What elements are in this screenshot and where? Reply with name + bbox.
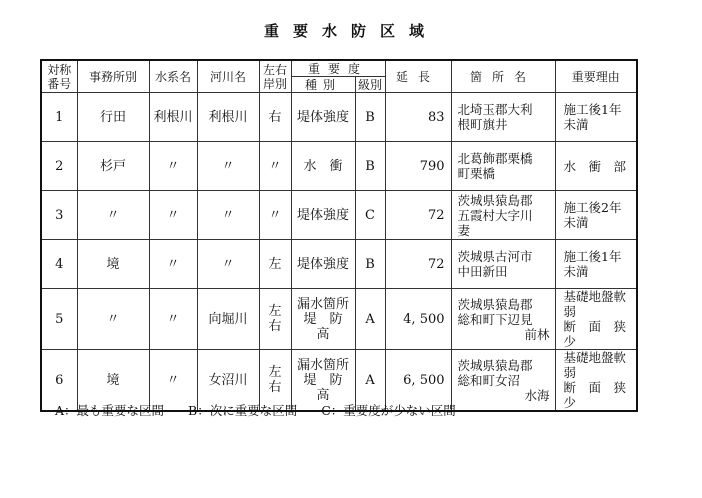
reason-cell-line: 基礎地盤軟	[563, 350, 627, 365]
header-river: 河川名	[197, 60, 259, 93]
header-reason: 重要理由	[555, 60, 637, 93]
type-cell	[291, 142, 355, 191]
header-importance: 重要度	[291, 60, 385, 77]
reason-cell-line: 施工後1年	[563, 249, 622, 264]
legend-c: C：重要度が少ない区間	[321, 403, 456, 418]
header-num: 対称番号	[41, 60, 77, 93]
type-cell-line: 漏水箇所	[296, 357, 349, 373]
bank-cell	[259, 240, 291, 289]
bank-cell-line: 〃	[268, 158, 282, 174]
type-cell-line: 堤体強度	[296, 109, 349, 125]
header-bank: 左右岸別	[259, 60, 291, 93]
header-system: 水系名	[149, 60, 197, 93]
grade-cell: A	[355, 289, 385, 350]
reason-cell-line: 断 面 狭 少	[563, 319, 639, 349]
place-cell-line: 茨城県猿島郡	[457, 357, 533, 373]
grade-cell: B	[355, 142, 385, 191]
reason-cell	[555, 350, 637, 412]
row-num: 6	[41, 350, 77, 412]
legend	[55, 401, 476, 419]
reason-cell-line: 水 衝 部	[563, 158, 627, 174]
length-cell: 72	[385, 240, 451, 289]
reason-cell-line: 弱	[563, 304, 577, 319]
office-cell: 〃	[77, 191, 149, 240]
bank-cell-line: 左	[268, 256, 282, 272]
place-cell	[451, 142, 555, 191]
row-num: 5	[41, 289, 77, 350]
type-cell-line: 漏水箇所	[296, 296, 349, 312]
place-cell-line: 茨城県猿島郡	[457, 296, 533, 312]
reason-cell-line: 未満	[563, 264, 589, 279]
place-cell-line: 前林	[524, 326, 550, 342]
river-cell: 〃	[197, 240, 259, 289]
office-cell: 〃	[77, 289, 149, 350]
bank-cell	[259, 142, 291, 191]
table-body	[41, 93, 637, 412]
reason-cell	[555, 191, 637, 240]
bank-cell-line: 〃	[268, 207, 282, 223]
system-cell: 〃	[149, 191, 197, 240]
table-row	[41, 191, 637, 240]
reason-cell-line: 施工後1年	[563, 102, 622, 117]
length-cell: 4, 500	[385, 289, 451, 350]
row-num: 1	[41, 93, 77, 142]
bank-cell-line: 右	[268, 109, 282, 125]
system-cell: 〃	[149, 142, 197, 191]
office-cell: 行田	[77, 93, 149, 142]
bank-cell	[259, 289, 291, 350]
reason-cell-line: 未満	[563, 117, 589, 132]
place-cell-line: 北葛飾郡栗橋	[457, 151, 533, 166]
length-cell: 72	[385, 191, 451, 240]
bank-cell-line: 左	[268, 365, 282, 380]
river-cell: 女沼川	[197, 350, 259, 412]
row-num: 2	[41, 142, 77, 191]
row-num: 4	[41, 240, 77, 289]
header-place: 箇所名	[451, 60, 555, 93]
type-cell-line: 堤 防 高	[303, 372, 356, 403]
river-cell: 利根川	[197, 93, 259, 142]
office-cell: 境	[77, 240, 149, 289]
place-cell-line: 北埼玉郡大利	[457, 102, 533, 117]
header-length: 延長	[385, 60, 451, 93]
header-office: 事務所別	[77, 60, 149, 93]
reason-cell-line: 施工後2年	[563, 200, 622, 215]
place-cell-line: 五霞村大字川	[457, 207, 533, 223]
grade-cell: A	[355, 350, 385, 412]
place-cell-line: 茨城県古河市	[457, 249, 533, 264]
legend-a: A：最も重要な区間	[55, 403, 165, 418]
type-cell-line: 堤体強度	[296, 256, 349, 272]
office-cell: 杉戸	[77, 142, 149, 191]
type-cell	[291, 93, 355, 142]
row-num: 3	[41, 191, 77, 240]
place-cell-line: 町栗橋	[457, 166, 496, 181]
page-title: 重要水防区域	[263, 22, 438, 40]
flood-control-table	[40, 59, 638, 412]
header-grade: 級別	[355, 77, 385, 93]
length-cell: 6, 500	[385, 350, 451, 412]
reason-cell-line: 弱	[563, 365, 577, 380]
table-row	[41, 240, 637, 289]
type-cell-line: 堤体強度	[296, 207, 349, 223]
type-cell	[291, 191, 355, 240]
system-cell: 〃	[149, 240, 197, 289]
table-row	[41, 93, 637, 142]
place-cell-line: 総和町下辺見	[457, 311, 533, 327]
grade-cell: C	[355, 191, 385, 240]
office-cell: 境	[77, 350, 149, 412]
place-cell-line: 総和町女沼	[457, 372, 521, 388]
grade-cell: B	[355, 240, 385, 289]
bank-cell	[259, 191, 291, 240]
system-cell: 利根川	[149, 93, 197, 142]
table-row	[41, 142, 637, 191]
reason-cell	[555, 142, 637, 191]
legend-b: B：次に重要な区間	[188, 403, 298, 418]
type-cell-line: 水 衝	[303, 158, 343, 174]
place-cell-line: 根町旗井	[457, 117, 508, 132]
bank-cell-line: 左	[268, 304, 282, 319]
reason-cell-line: 断 面 狭 少	[563, 380, 639, 410]
reason-cell	[555, 289, 637, 350]
system-cell: 〃	[149, 350, 197, 412]
type-cell	[291, 240, 355, 289]
header-row	[41, 60, 637, 77]
bank-cell	[259, 93, 291, 142]
river-cell: 〃	[197, 191, 259, 240]
place-cell-line: 妻	[457, 222, 471, 238]
place-cell	[451, 240, 555, 289]
bank-cell-line: 右	[268, 380, 282, 395]
reason-cell-line: 基礎地盤軟	[563, 289, 627, 304]
system-cell: 〃	[149, 289, 197, 350]
reason-cell	[555, 240, 637, 289]
place-cell-line: 茨城県猿島郡	[457, 192, 533, 208]
place-cell	[451, 289, 555, 350]
type-cell	[291, 289, 355, 350]
grade-cell: B	[355, 93, 385, 142]
length-cell: 790	[385, 142, 451, 191]
reason-cell	[555, 93, 637, 142]
reason-cell-line: 未満	[563, 215, 589, 230]
type-cell-line: 堤 防 高	[303, 311, 356, 342]
river-cell: 〃	[197, 142, 259, 191]
place-cell	[451, 191, 555, 240]
bank-cell-line: 右	[268, 319, 282, 334]
river-cell: 向堀川	[197, 289, 259, 350]
header-type: 種別	[291, 77, 355, 93]
table-row	[41, 289, 637, 350]
length-cell: 83	[385, 93, 451, 142]
place-cell-line: 水海	[524, 387, 550, 403]
place-cell	[451, 93, 555, 142]
place-cell-line: 中田新田	[457, 264, 508, 279]
